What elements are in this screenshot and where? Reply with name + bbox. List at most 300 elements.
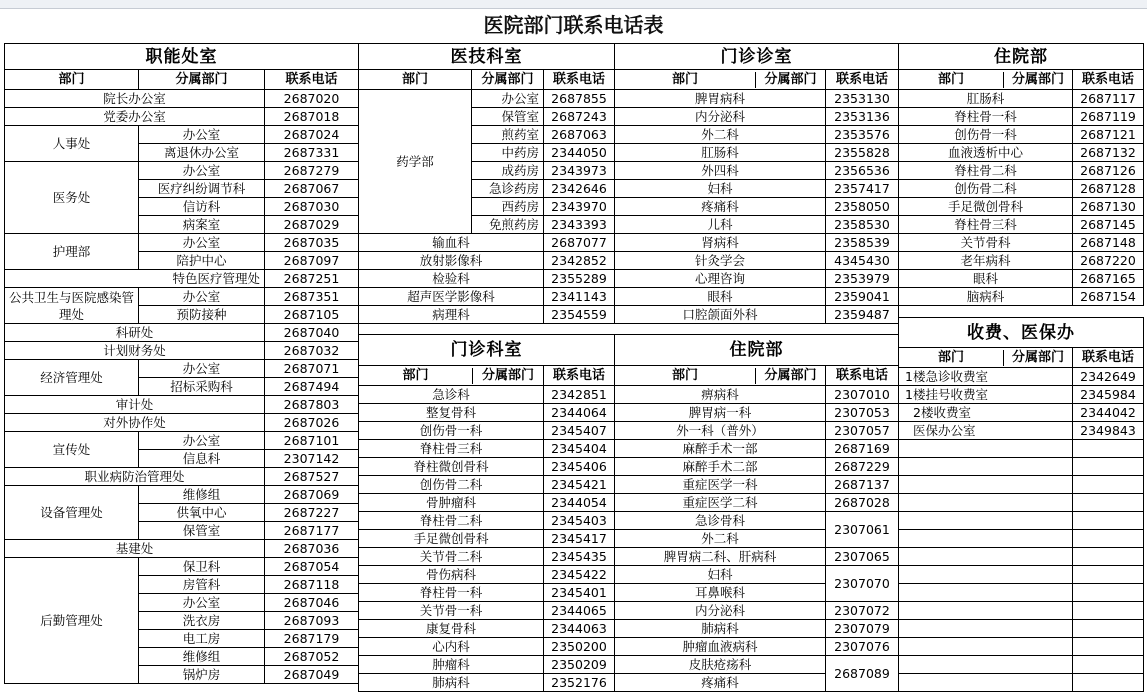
table-cell: 2687154	[1073, 288, 1144, 306]
table-cell: 2344063	[544, 620, 615, 638]
table-row	[359, 288, 615, 306]
table-cell: 2687179	[265, 630, 359, 648]
table-cell: 超声医学影像科	[359, 288, 544, 306]
table-row	[899, 422, 1144, 440]
table-cell: 2687229	[826, 458, 899, 476]
table-row	[359, 548, 615, 566]
table-cell: 麻醉手术一部	[615, 440, 826, 458]
empty-row	[899, 584, 1144, 602]
table-cell: 2687165	[1073, 270, 1144, 288]
table-cell: 2687020	[265, 90, 359, 108]
table-row	[899, 270, 1144, 288]
table-cell: 护理部	[5, 234, 139, 270]
table-row	[359, 512, 615, 530]
section-header: 住院部	[899, 44, 1144, 70]
table-row	[615, 566, 899, 584]
table-cell: 保管室	[472, 108, 544, 126]
table-cell: 2687054	[265, 558, 359, 576]
table-cell: 2307142	[265, 450, 359, 468]
table-cell: 办公室	[139, 432, 265, 450]
table-cell: 西药房	[472, 198, 544, 216]
table-cell: 公共卫生与医院感染管理处	[5, 288, 139, 324]
table-row	[615, 386, 899, 404]
table-cell: 脊柱骨三科	[359, 440, 544, 458]
table-row	[359, 494, 615, 512]
table-cell: 经济管理处	[5, 360, 139, 396]
table-cell: 医疗纠纷调节科	[139, 180, 265, 198]
table-cell: 2687049	[265, 666, 359, 684]
table-row	[899, 126, 1144, 144]
table-cell: 康复骨科	[359, 620, 544, 638]
col-header: 联系电话	[544, 366, 615, 386]
table-row	[359, 530, 615, 548]
table-row	[615, 216, 899, 234]
table-row	[359, 620, 615, 638]
table-cell: 2687145	[1073, 216, 1144, 234]
table-cell: 2341143	[544, 288, 615, 306]
table-row	[359, 90, 615, 108]
table-cell: 供氧中心	[139, 504, 265, 522]
table-cell: 2687132	[1073, 144, 1144, 162]
table-row	[615, 440, 899, 458]
table-cell: 2687177	[265, 522, 359, 540]
col-header: 联系电话	[826, 70, 899, 90]
table-row	[359, 270, 615, 288]
table-cell: 急诊药房	[472, 180, 544, 198]
table-cell: 2687527	[265, 468, 359, 486]
table-cell: 2687331	[265, 144, 359, 162]
table-cell: 脊柱骨三科	[899, 216, 1073, 234]
table-cell: 眼科	[899, 270, 1073, 288]
table-cell: 2687077	[544, 234, 615, 252]
table-row	[899, 288, 1144, 306]
section-yiji	[358, 43, 615, 324]
table-cell: 心内科	[359, 638, 544, 656]
col-header: 部门	[5, 70, 139, 90]
table-cell: 保管室	[139, 522, 265, 540]
table-row	[359, 234, 615, 252]
table-cell: 医务处	[5, 162, 139, 234]
table-row	[359, 404, 615, 422]
empty-row	[899, 476, 1144, 494]
table-cell: 2353130	[826, 90, 899, 108]
table-cell: 2307057	[826, 422, 899, 440]
table-row	[615, 656, 899, 674]
table-cell: 脑病科	[899, 288, 1073, 306]
table-row	[5, 288, 359, 306]
col-header: 联系电话	[265, 70, 359, 90]
table-cell: 骨肿瘤科	[359, 494, 544, 512]
table-cell: 2687251	[265, 270, 359, 288]
table-cell: 电工房	[139, 630, 265, 648]
empty-row	[899, 638, 1144, 656]
table-cell: 脊柱骨一科	[899, 108, 1073, 126]
table-cell: 2687029	[265, 216, 359, 234]
table-cell: 办公室	[139, 360, 265, 378]
table-cell: 关节骨科	[899, 234, 1073, 252]
table-row	[615, 512, 899, 530]
table-row	[615, 90, 899, 108]
table-row	[5, 414, 359, 432]
table-cell: 肺病科	[359, 674, 544, 692]
table-cell: 2687105	[265, 306, 359, 324]
table-cell: 陪护中心	[139, 252, 265, 270]
col-header: 部门	[359, 70, 472, 90]
col-header: 联系电话	[544, 70, 615, 90]
table-cell: 预防接种	[139, 306, 265, 324]
table-cell: 2687018	[265, 108, 359, 126]
table-row	[359, 602, 615, 620]
col-header: 部门	[899, 350, 1004, 366]
table-row	[5, 270, 359, 288]
table-row	[5, 360, 359, 378]
table-cell: 后勤管理处	[5, 558, 139, 684]
table-cell: 手足微创骨科	[899, 198, 1073, 216]
table-cell: 2687071	[265, 360, 359, 378]
table-cell: 党委办公室	[5, 108, 265, 126]
table-cell: 2687119	[1073, 108, 1144, 126]
empty-row	[899, 530, 1144, 548]
table-cell: 血液透析中心	[899, 144, 1073, 162]
table-cell: 2687117	[1073, 90, 1144, 108]
col-header: 联系电话	[826, 366, 899, 386]
table-cell: 免煎药房	[472, 216, 544, 234]
table-cell: 2687046	[265, 594, 359, 612]
table-cell: 2342646	[544, 180, 615, 198]
table-cell: 2345421	[544, 476, 615, 494]
table-row	[359, 566, 615, 584]
table-row	[5, 468, 359, 486]
table-cell: 老年病科	[899, 252, 1073, 270]
table-row	[899, 386, 1144, 404]
table-cell: 2687279	[265, 162, 359, 180]
table-cell: 2344050	[544, 144, 615, 162]
table-cell: 2307065	[826, 548, 899, 566]
table-cell: 2345406	[544, 458, 615, 476]
table-cell: 2楼收费室	[899, 404, 1073, 422]
table-cell: 整复骨科	[359, 404, 544, 422]
section-zhuyuan-bottom	[614, 334, 899, 692]
table-row	[359, 252, 615, 270]
table-row	[899, 108, 1144, 126]
col-header: 分属部门	[1011, 71, 1064, 87]
table-row	[899, 234, 1144, 252]
table-cell: 2687028	[826, 494, 899, 512]
table-cell: 2687227	[265, 504, 359, 522]
table-row	[615, 126, 899, 144]
table-cell: 2687097	[265, 252, 359, 270]
table-cell: 2687130	[1073, 198, 1144, 216]
table-cell: 离退休办公室	[139, 144, 265, 162]
table-row	[359, 476, 615, 494]
table-cell: 2307070	[826, 566, 899, 602]
table-cell: 办公室	[139, 288, 265, 306]
table-cell: 2344042	[1073, 404, 1144, 422]
col-header: 联系电话	[1073, 70, 1144, 90]
col-header: 分属部门	[472, 70, 544, 90]
table-row	[5, 126, 359, 144]
table-row	[899, 216, 1144, 234]
table-cell: 肿瘤科	[359, 656, 544, 674]
table-cell: 2687052	[265, 648, 359, 666]
table-cell: 2687148	[1073, 234, 1144, 252]
table-row	[615, 548, 899, 566]
table-cell: 医保办公室	[899, 422, 1073, 440]
table-cell: 2344065	[544, 602, 615, 620]
table-row	[5, 558, 359, 576]
table-cell: 肛肠科	[899, 90, 1073, 108]
table-row	[615, 144, 899, 162]
table-cell: 对外协作处	[5, 414, 265, 432]
table-cell: 肛肠科	[615, 144, 826, 162]
table-cell: 2687855	[544, 90, 615, 108]
section-header: 门诊科室	[359, 335, 615, 366]
table-cell: 基建处	[5, 540, 265, 558]
table-cell: 药学部	[359, 90, 472, 234]
table-cell: 宣传处	[5, 432, 139, 468]
table-cell: 疼痛科	[615, 198, 826, 216]
table-cell: 2687118	[265, 576, 359, 594]
section-menzhen-keshi	[358, 334, 615, 692]
section-header: 住院部	[615, 335, 899, 366]
table-cell: 妇科	[615, 566, 826, 584]
table-cell: 2353136	[826, 108, 899, 126]
table-row	[899, 368, 1144, 386]
table-cell: 输血科	[359, 234, 544, 252]
table-cell: 2345401	[544, 584, 615, 602]
table-cell: 儿科	[615, 216, 826, 234]
table-cell: 2356536	[826, 162, 899, 180]
table-cell: 关节骨二科	[359, 548, 544, 566]
table-row	[359, 584, 615, 602]
empty-row	[899, 512, 1144, 530]
empty-row	[899, 566, 1144, 584]
section-header: 职能处室	[5, 44, 359, 70]
table-cell: 脾胃病科	[615, 90, 826, 108]
table-cell: 2687030	[265, 198, 359, 216]
col-header: 部门	[899, 72, 1004, 88]
table-cell: 2345404	[544, 440, 615, 458]
table-cell: 脾胃病二科、肝病科	[615, 548, 826, 566]
col-header: 部门	[359, 368, 473, 384]
table-cell: 2359487	[826, 306, 899, 324]
table-cell: 2345422	[544, 566, 615, 584]
table-cell: 办公室	[139, 594, 265, 612]
table-row	[5, 90, 359, 108]
col-header: 部门	[615, 72, 756, 88]
table-cell: 2687067	[265, 180, 359, 198]
page-title: 医院部门联系电话表	[483, 13, 664, 37]
table-cell: 内分泌科	[615, 602, 826, 620]
table-cell: 办公室	[139, 162, 265, 180]
table-cell: 外一科（普外）	[615, 422, 826, 440]
table-row	[359, 386, 615, 404]
table-cell: 2687169	[826, 440, 899, 458]
table-row	[359, 306, 615, 324]
table-row	[899, 252, 1144, 270]
table-cell: 1楼急诊收费室	[899, 368, 1073, 386]
table-cell: 耳鼻喉科	[615, 584, 826, 602]
table-cell: 2687024	[265, 126, 359, 144]
table-cell: 关节骨一科	[359, 602, 544, 620]
empty-row	[899, 458, 1144, 476]
table-cell: 2350200	[544, 638, 615, 656]
empty-row	[899, 620, 1144, 638]
table-cell: 肺病科	[615, 620, 826, 638]
table-row	[899, 198, 1144, 216]
table-cell: 2343973	[544, 162, 615, 180]
table-row	[5, 396, 359, 414]
section-shoufei	[898, 317, 1144, 692]
table-cell: 办公室	[139, 126, 265, 144]
table-cell: 2352176	[544, 674, 615, 692]
table-cell: 2345435	[544, 548, 615, 566]
table-row	[615, 288, 899, 306]
table-cell: 创伤骨二科	[899, 180, 1073, 198]
table-cell: 煎药室	[472, 126, 544, 144]
table-cell: 2687026	[265, 414, 359, 432]
table-cell: 创伤骨一科	[899, 126, 1073, 144]
table-cell: 2355289	[544, 270, 615, 288]
table-row	[359, 422, 615, 440]
col-header: 联系电话	[1073, 348, 1144, 368]
table-cell: 4345430	[826, 252, 899, 270]
table-cell: 2687137	[826, 476, 899, 494]
table-row	[359, 458, 615, 476]
table-cell: 2687035	[265, 234, 359, 252]
table-cell: 计划财务处	[5, 342, 265, 360]
table-cell: 2687243	[544, 108, 615, 126]
table-cell: 信访科	[139, 198, 265, 216]
table-cell: 2307061	[826, 512, 899, 548]
table-cell: 职业病防治管理处	[5, 468, 265, 486]
col-header: 部门	[615, 368, 756, 384]
table-cell: 2687351	[265, 288, 359, 306]
table-row	[359, 440, 615, 458]
table-cell: 眼科	[615, 288, 826, 306]
table-row	[615, 108, 899, 126]
table-cell: 锅炉房	[139, 666, 265, 684]
empty-row	[899, 602, 1144, 620]
table-row	[615, 252, 899, 270]
section-menzhen-zhenshi	[614, 43, 899, 324]
empty-row	[899, 494, 1144, 512]
table-cell: 审计处	[5, 396, 265, 414]
table-cell: 内分泌科	[615, 108, 826, 126]
table-cell: 2307010	[826, 386, 899, 404]
table-cell: 2345417	[544, 530, 615, 548]
table-row	[615, 180, 899, 198]
table-cell: 2687128	[1073, 180, 1144, 198]
empty-row	[899, 548, 1144, 566]
table-cell: 保卫科	[139, 558, 265, 576]
table-cell: 2357417	[826, 180, 899, 198]
table-cell: 口腔颌面外科	[615, 306, 826, 324]
table-row	[899, 162, 1144, 180]
table-cell: 2307076	[826, 638, 899, 656]
table-cell: 麻醉手术二部	[615, 458, 826, 476]
table-row	[5, 234, 359, 252]
table-cell: 脊柱骨二科	[359, 512, 544, 530]
table-cell: 痹病科	[615, 386, 826, 404]
table-cell: 2345984	[1073, 386, 1144, 404]
table-row	[5, 162, 359, 180]
table-cell: 2345407	[544, 422, 615, 440]
table-row	[615, 458, 899, 476]
table-row	[5, 540, 359, 558]
empty-row	[899, 656, 1144, 674]
table-cell: 2687803	[265, 396, 359, 414]
empty-row	[899, 674, 1144, 692]
table-cell: 2687089	[826, 656, 899, 692]
table-cell: 放射影像科	[359, 252, 544, 270]
table-cell: 2358050	[826, 198, 899, 216]
table-cell: 外四科	[615, 162, 826, 180]
table-cell: 创伤骨二科	[359, 476, 544, 494]
table-cell: 科研处	[5, 324, 265, 342]
table-cell: 2350209	[544, 656, 615, 674]
table-cell: 外二科	[615, 530, 826, 548]
table-cell: 检验科	[359, 270, 544, 288]
table-cell: 2687040	[265, 324, 359, 342]
table-cell: 2687032	[265, 342, 359, 360]
table-cell: 2342852	[544, 252, 615, 270]
table-row	[359, 674, 615, 692]
table-cell: 病理科	[359, 306, 544, 324]
table-cell: 2344064	[544, 404, 615, 422]
table-row	[5, 486, 359, 504]
table-cell: 创伤骨一科	[359, 422, 544, 440]
table-row	[615, 602, 899, 620]
table-cell: 办公室	[472, 90, 544, 108]
table-cell: 特色医疗管理处	[5, 270, 265, 288]
table-cell: 2687126	[1073, 162, 1144, 180]
col-header: 分属部门	[481, 367, 534, 383]
table-cell: 设备管理处	[5, 486, 139, 540]
table-cell: 脊柱骨一科	[359, 584, 544, 602]
table-row	[5, 432, 359, 450]
table-cell: 2687121	[1073, 126, 1144, 144]
table-cell: 2354559	[544, 306, 615, 324]
table-cell: 办公室	[139, 234, 265, 252]
table-row	[615, 306, 899, 324]
table-cell: 针灸学会	[615, 252, 826, 270]
table-cell: 疼痛科	[615, 674, 826, 692]
table-row	[615, 638, 899, 656]
table-cell: 2349843	[1073, 422, 1144, 440]
section-header: 医技科室	[359, 44, 615, 70]
section-zhineng	[4, 43, 359, 684]
table-cell: 重症医学一科	[615, 476, 826, 494]
table-row	[615, 198, 899, 216]
table-row	[899, 180, 1144, 198]
table-cell: 2687069	[265, 486, 359, 504]
table-cell: 2687093	[265, 612, 359, 630]
table-cell: 信息科	[139, 450, 265, 468]
table-cell: 2353576	[826, 126, 899, 144]
table-cell: 2307053	[826, 404, 899, 422]
table-cell: 2358530	[826, 216, 899, 234]
table-cell: 病案室	[139, 216, 265, 234]
table-cell: 妇科	[615, 180, 826, 198]
table-cell: 院长办公室	[5, 90, 265, 108]
table-cell: 骨伤病科	[359, 566, 544, 584]
table-cell: 脊柱骨二科	[899, 162, 1073, 180]
empty-row	[899, 440, 1144, 458]
table-cell: 2358539	[826, 234, 899, 252]
table-cell: 洗衣房	[139, 612, 265, 630]
table-cell: 2687101	[265, 432, 359, 450]
